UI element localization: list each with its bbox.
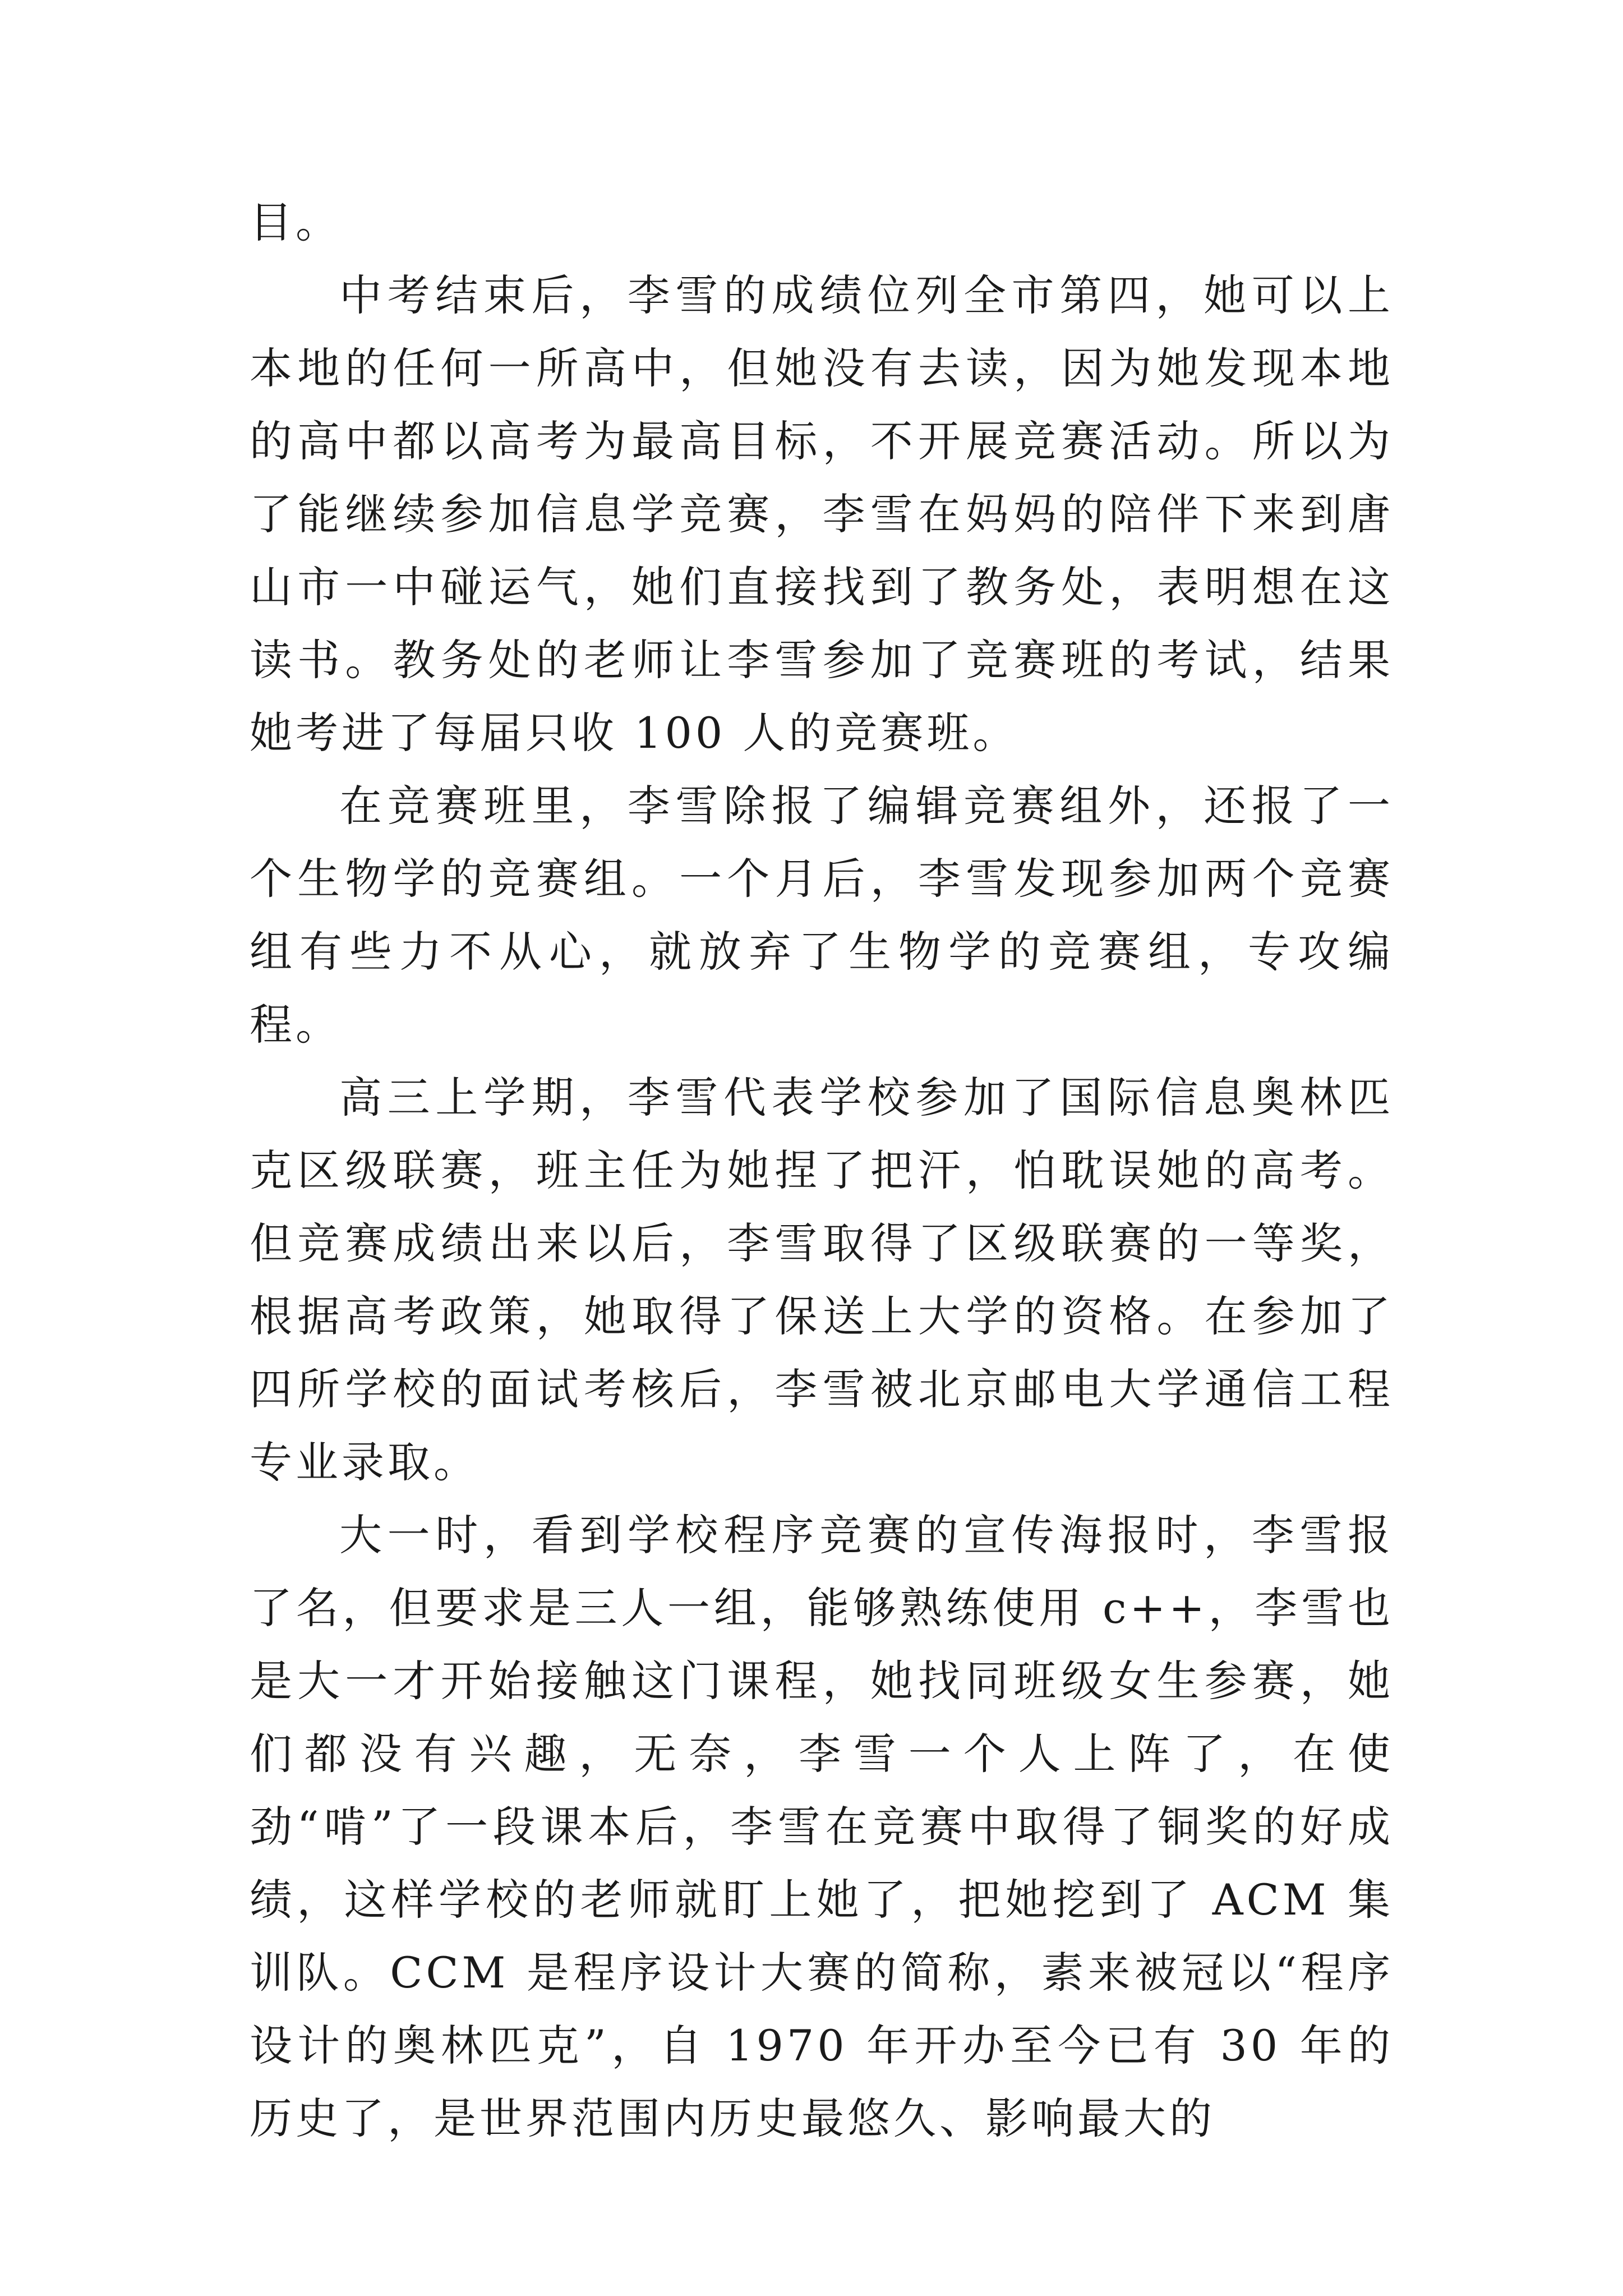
paragraph-high-school-entrance: 中考结束后，李雪的成绩位列全市第四，她可以上本地的任何一所高中，但她没有去读，因为她发现本地的高中都以高考为最高目标，不开展竞赛活动。所以为了能继续参加信息学竞赛，李雪在妈妈的陪伴下来到唐山市一中碰运气，她们直接找到了教务处，表明想在这读书。教务处的老师让李雪参加了竞赛班的考试，结果她考进了每届只收 100 人的竞赛班。 [250, 270, 1394, 758]
paragraph-competition-class: 在竞赛班里，李雪除报了编辑竞赛组外，还报了一个生物学的竞赛组。一个月后，李雪发现参加两个竞赛组有些力不从心，就放弃了生物学的竞赛组，专攻编程。 [250, 781, 1394, 1050]
paragraph-senior-year: 高三上学期，李雪代表学校参加了国际信息奥林匹克区级联赛，班主任为她捏了把汗，怕耽误她的高考。但竞赛成绩出来以后，李雪取得了区级联赛的一等奖，根据高考政策，她取得了保送上大学的资格。在参加了四所学校的面试考核后，李雪被北京邮电大学通信工程专业录取。 [250, 1073, 1394, 1487]
paragraph-continuation: 目。 [250, 197, 342, 247]
paragraph-university-freshman: 大一时，看到学校程序竞赛的宣传海报时，李雪报了名，但要求是三人一组，能够熟练使用 c++，李雪也是大一才开始接触这门课程，她找同班级女生参赛，她们都没有兴趣，无奈，李雪一个人上阵了，在使劲“啃”了一段课本后，李雪在竞赛中取得了铜奖的好成绩，这样学校的老师就盯上她了，把她挖到了 ACM 集训队。CCM 是程序设计大赛的简称，素来被冠以“程序设计的奥林匹克”，自 1970 年开办至今已有 30 年的历史了，是世界范围内历史最悠久、影响最大的 [250, 1510, 1394, 2143]
body-text [250, 186, 1394, 2155]
